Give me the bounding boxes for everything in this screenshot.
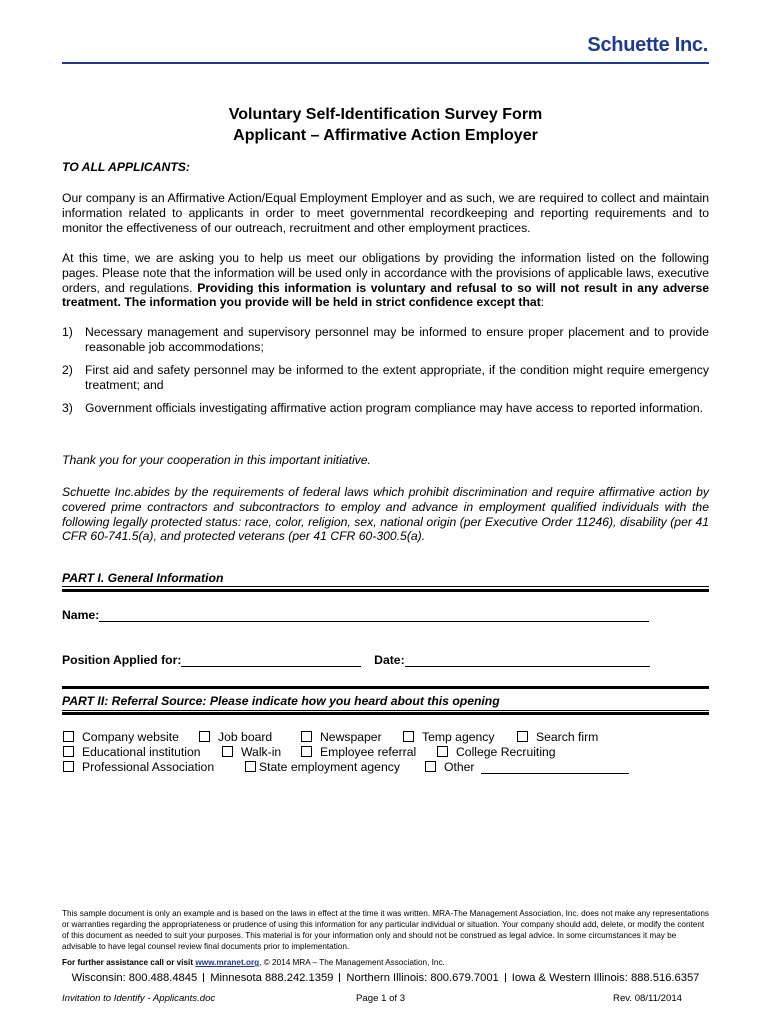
option-college-recruiting[interactable] <box>437 745 556 759</box>
separator <box>505 973 506 982</box>
option-label: Company website <box>82 730 179 744</box>
option-newspaper[interactable] <box>301 730 382 744</box>
part2-divider-thin <box>62 710 709 711</box>
separator <box>203 973 204 982</box>
list-text: Government officials investigating affirmative action program compliance may have access to reported information. <box>85 401 704 415</box>
date-input[interactable] <box>405 653 650 667</box>
option-label: Employee referral <box>320 745 417 759</box>
checkbox[interactable] <box>63 746 74 757</box>
part1-divider-thin <box>62 586 709 587</box>
option-company-website[interactable] <box>63 730 179 744</box>
request-text: At this time, we are asking you to help us meet our obligations by providing the information listed on the following pages. Please note that the information will be used only in accordance with the provisions of applicable laws, executive orders, and regulations. <box>62 251 709 295</box>
footer-doc-name: Invitation to Identify - Applicants.doc <box>62 993 216 1004</box>
option-temp-agency[interactable] <box>403 730 495 744</box>
list-text: Necessary management and supervisory personnel may be informed to ensure proper placement and to provide reasonable job accommodations; <box>85 325 709 354</box>
list-number: 2) <box>62 363 73 377</box>
option-label: Search firm <box>536 730 599 744</box>
contact-minnesota: Minnesota 888.242.1359 <box>210 972 334 984</box>
list-number: 1) <box>62 325 73 339</box>
checkbox[interactable] <box>63 731 74 742</box>
position-label: Position Applied for: <box>62 653 182 667</box>
company-name: Schuette Inc. <box>587 34 708 56</box>
part1-divider-thick <box>62 589 709 592</box>
laws-paragraph: Schuette Inc.abides by the requirements of federal laws which prohibit discrimination and require affirmative action by covered prime contractors and subcontractors to employ and advance in employment qualified individuals with the following legally protected status: race, color, religion, sex, national origin (per Executive Order 11246), disability (per 41 CFR 60-741.5(a), and protected veterans (per 41 CFR 60-300.5(a). <box>62 485 709 544</box>
list-text: First aid and safety personnel may be informed to the extent appropriate, if the condition might require emergency treatment; and <box>85 363 709 392</box>
option-educational-institution[interactable] <box>63 745 201 759</box>
checkbox[interactable] <box>403 731 414 742</box>
option-label: Temp agency <box>422 730 495 744</box>
part2-heading: PART II: Referral Source: Please indicate how you heard about this opening <box>62 694 500 708</box>
salutation: TO ALL APPLICANTS: <box>62 160 190 174</box>
date-label: Date: <box>374 653 405 667</box>
option-label: Walk-in <box>241 745 282 759</box>
position-date-row <box>62 653 709 667</box>
request-colon: : <box>540 295 545 310</box>
contact-line <box>62 972 709 984</box>
option-label: Professional Association <box>82 760 215 774</box>
name-field-row <box>62 608 709 622</box>
assistance-prefix: For further assistance call or visit <box>62 958 196 967</box>
thanks-text: Thank you for your cooperation in this important initiative. <box>62 453 371 467</box>
option-other[interactable] <box>425 760 629 774</box>
list-number: 3) <box>62 401 73 415</box>
checkbox[interactable] <box>301 731 312 742</box>
option-label: Other <box>444 760 475 774</box>
option-state-employment-agency[interactable] <box>245 760 400 774</box>
disclaimer: This sample document is only an example and is based on the laws in effect at the time it was written. MRA-The Management Association, Inc. does not make any representations or warranties regarding the appropriateness or prudence of using this information for any particular individual or situation. Your company should add, delete, or modify the content of this document as needed to suit your purposes. This material is for your information only and should not be construed as legal advice. In some circumstances it may be advisable to have legal counsel review final documents prior to implementation. <box>62 909 709 951</box>
part2-divider-top <box>62 686 709 689</box>
option-label: Educational institution <box>82 745 201 759</box>
part1-heading: PART I. General Information <box>62 571 224 585</box>
option-label: Job board <box>218 730 273 744</box>
option-search-firm[interactable] <box>517 730 598 744</box>
option-label: College Recruiting <box>456 745 556 759</box>
checkbox[interactable] <box>222 746 233 757</box>
option-walk-in[interactable] <box>222 745 281 759</box>
position-input[interactable] <box>181 653 361 667</box>
name-label: Name: <box>62 608 100 622</box>
mranet-link[interactable]: www.mranet.org <box>195 958 260 967</box>
checkbox[interactable] <box>437 746 448 757</box>
option-label: Newspaper <box>320 730 382 744</box>
checkbox[interactable] <box>425 761 436 772</box>
checkbox[interactable] <box>245 761 256 772</box>
contact-iowa: Iowa & Western Illinois: 888.516.6357 <box>511 972 700 984</box>
checkbox[interactable] <box>517 731 528 742</box>
request-bold-text: Providing this information is voluntary and refusal to so will not result in any adverse treatment. The information you provide will be held in strict confidence except that <box>62 280 709 310</box>
footer-page-number: Page 1 of 3 <box>356 993 406 1004</box>
intro-paragraph: Our company is an Affirmative Action/Equal Employment Employer and as such, we are required to collect and maintain information related to applicants in order to meet governmental recordkeeping and reporting requirements and to monitor the effectiveness of our outreach, recruitment and other employment practices. <box>62 191 709 235</box>
part2-divider-thick <box>62 712 709 715</box>
checkbox[interactable] <box>199 731 210 742</box>
option-professional-association[interactable] <box>63 760 214 774</box>
option-job-board[interactable] <box>199 730 272 744</box>
assistance-line <box>62 957 709 968</box>
other-input[interactable] <box>481 761 629 774</box>
separator <box>339 973 340 982</box>
contact-wisconsin: Wisconsin: 800.488.4845 <box>71 972 198 984</box>
form-subtitle: Applicant – Affirmative Action Employer <box>233 127 538 144</box>
option-label: State employment agency <box>259 760 400 774</box>
request-paragraph <box>62 251 709 310</box>
contact-northern-illinois: Northern Illinois: 800.679.7001 <box>346 972 499 984</box>
assistance-suffix: , © 2014 MRA – The Management Association, Inc. <box>259 958 445 967</box>
form-title: Voluntary Self-Identification Survey Form <box>228 106 543 123</box>
header-divider <box>62 62 709 64</box>
checkbox[interactable] <box>301 746 312 757</box>
option-employee-referral[interactable] <box>301 745 416 759</box>
checkbox[interactable] <box>63 761 74 772</box>
name-input[interactable] <box>99 608 649 622</box>
footer-revision: Rev. 08/11/2014 <box>613 993 682 1004</box>
